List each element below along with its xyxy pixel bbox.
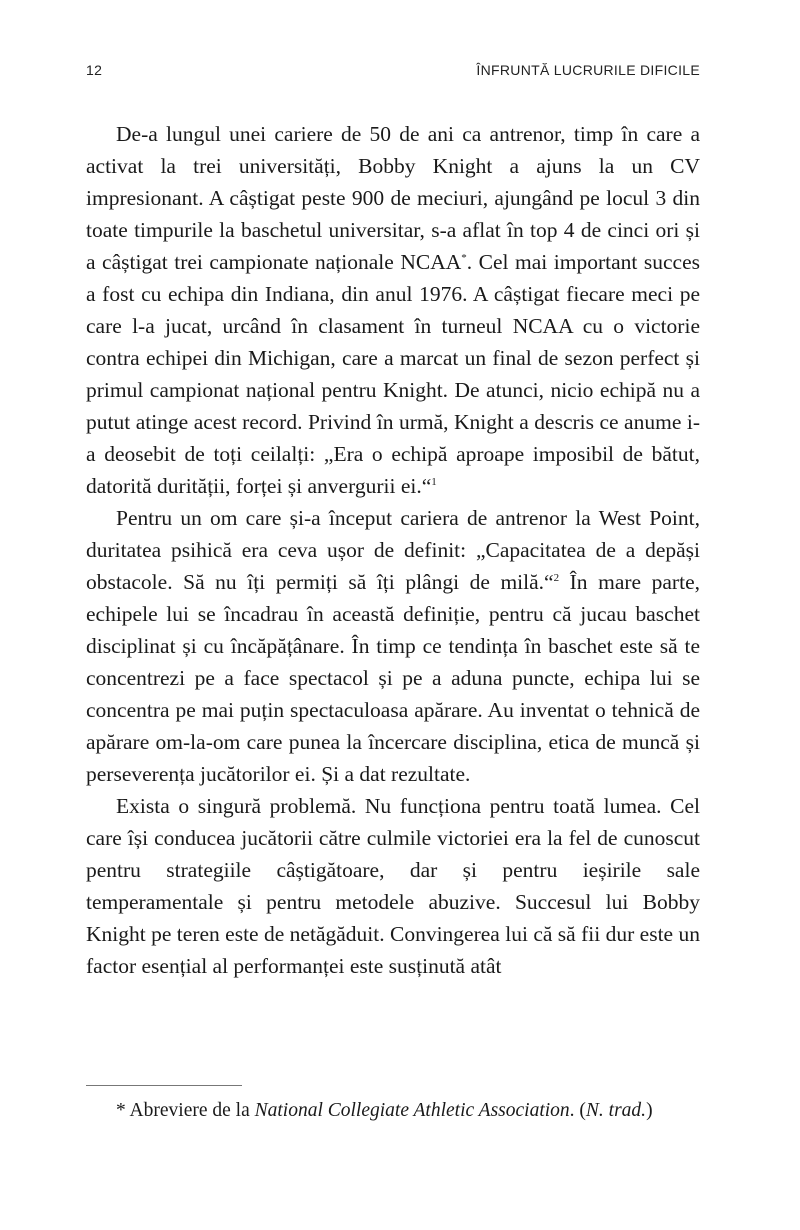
footnote-ref-asterisk[interactable]: *	[461, 252, 467, 264]
body-text	[86, 118, 700, 982]
footnote-italic-note: N. trad.	[585, 1100, 647, 1121]
paragraph-2: Pentru un om care și-a început cariera de antrenor la West Point, duritatea psihică era ceva ușor de definit: „Capacitatea de a depăși obstacole. Să nu îți permiți să îți plângi de milă.“$^2$ În mare parte, echipele lui se încadrau în această definiție, pentru că jucau baschet disciplinat și cu încăpățânare. În timp ce tendința în baschet este să te concentrezi pe a face spectacol și pe a aduna puncte, echipa lui se concentra pe mai puțin spectaculoasa apărare. Au inventat o tehnică de apărare om-la-om care punea la încercare disciplina, etica de muncă și perseverența jucătorilor ei. Și a dat rezultate.	[86, 506, 700, 786]
running-title: ÎNFRUNTĂ LUCRURILE DIFICILE	[476, 62, 700, 78]
footnote: * Abreviere de la National Collegiate Athletic Association. (N. trad.)	[116, 1100, 653, 1121]
paragraph-3: Exista o singură problemă. Nu funcționa pentru toată lumea. Cel care își conducea jucătorii către culmile victoriei era la fel de cunoscut pentru strategiile câștigătoare, dar și pentru ieșirile sale temperamentale și pentru metodele abuzive. Succesul lui Bobby Knight pe teren este de netăgăduit. Convingerea lui că să fii dur este un factor esențial al performanței este susținută atât	[86, 794, 700, 978]
endnote-ref-2[interactable]: 2	[553, 572, 560, 584]
paragraph-1: De-a lungul unei cariere de 50 de ani ca antrenor, timp în care a activat la trei universități, Bobby Knight a ajuns la un CV impresionant. A câștigat peste 900 de meciuri, ajungând pe locul 3 din toate timpurile la baschetul universitar, s-a aflat în top 4 de cinci ori și a câștigat trei campionate naționale NCAA*. Cel mai important succes a fost cu echipa din Indiana, din anul 1976. A câștigat fiecare meci pe care l-a jucat, urcând în clasament în turneul NCAA cu o victorie contra echipei din Michigan, care a marcat un final de sezon perfect și primul campionat național pentru Knight. De atunci, nicio echipă nu a putut atinge acest record. Privind în urmă, Knight a descris ce anume i-a deosebit de toți ceilalți: „Era o echipă aproape imposibil de bătut, datorită durității, forței și anvergurii ei.“$^1$	[86, 122, 700, 498]
footnote-divider	[86, 1085, 242, 1086]
running-header	[86, 62, 700, 78]
footnote-italic-title: National Collegiate Athletic Association	[254, 1100, 570, 1121]
endnote-ref-1[interactable]: 1	[431, 476, 437, 488]
page-number: 12	[86, 62, 103, 78]
